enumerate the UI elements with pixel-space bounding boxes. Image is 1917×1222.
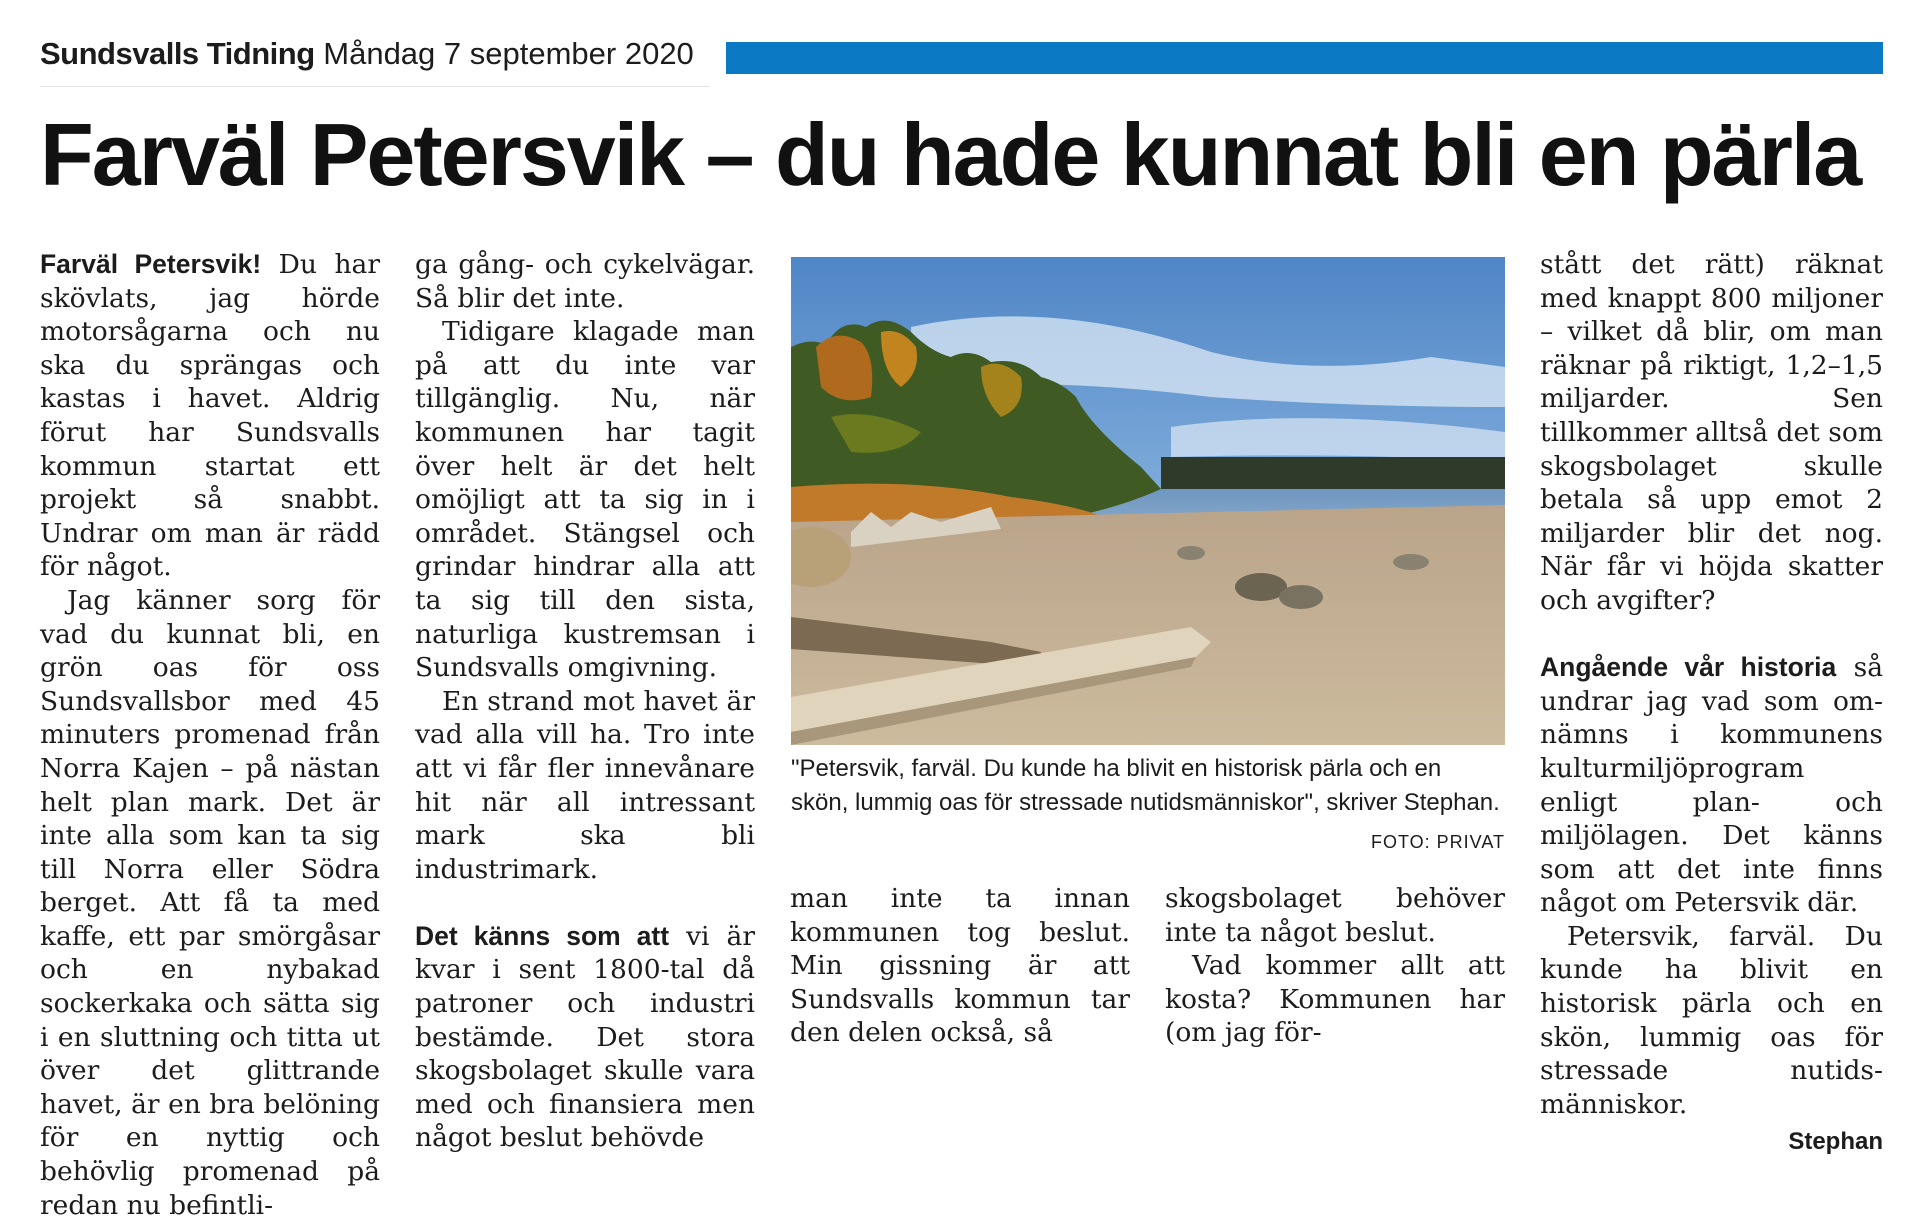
text-column-2 bbox=[415, 248, 755, 1155]
masthead bbox=[40, 36, 694, 72]
lead-in: Det känns som att bbox=[415, 920, 670, 951]
text-column-5 bbox=[1540, 248, 1883, 1159]
lead-in: Farväl Petersvik! bbox=[40, 249, 262, 279]
paragraph: man inte ta innan kommunen tog beslut. Min gissning är att Sundsvalls kommun tar den delen också, så bbox=[790, 883, 1130, 1049]
text-column-3 bbox=[790, 882, 1130, 1050]
paragraph-text: vi är kvar i sent 1800-tal då patroner och industri bestämde. Det stora skogsbolaget skulle vara med och finansiera men något beslut behövde bbox=[415, 920, 755, 1154]
article-photo bbox=[791, 257, 1505, 745]
paragraph: ga gång- och cykelvägar. Så blir det inte. bbox=[415, 249, 755, 314]
article-headline: Farväl Petersvik – du hade kunnat bli en pärla bbox=[40, 105, 1861, 204]
paragraph: Petersvik, farväl. Du kunde ha blivit en historisk pärla och en skön, lummig oas för stressade nutidsmänniskor. bbox=[1540, 920, 1883, 1120]
text-column-1 bbox=[40, 248, 380, 1222]
paragraph bbox=[40, 248, 380, 584]
paragraph-gap bbox=[415, 886, 755, 920]
text-column-4 bbox=[1165, 882, 1505, 1050]
photo-credit: FOTO: PRIVAT bbox=[1370, 832, 1505, 852]
paragraph: Vad kommer allt att kosta? Kommunen har (om jag för- bbox=[1165, 950, 1505, 1049]
photo-caption: "Petersvik, farväl. Du kunde ha blivit en historisk pärla och en skön, lummig oas för stressade nutidsmänniskor", skriver Stephan. bbox=[791, 755, 1500, 816]
section-color-bar bbox=[726, 42, 1883, 74]
paragraph: En strand mot havet är vad alla vill ha. Tro inte att vi får fler innevånare hit när all intressant mark ska bli industrimark. bbox=[415, 685, 755, 885]
paragraph-text: Du har skövlats, jag hörde motorsågarna och nu ska du sprängas och kastas i havet. Aldrig förut har Sundsvalls kommun startat ett projekt så snabbt. Undrar om man är rädd för något. bbox=[40, 249, 380, 583]
publication-date: Måndag 7 september 2020 bbox=[323, 36, 694, 71]
beach-photo-illustration bbox=[791, 257, 1505, 745]
paragraph: skogsbolaget behöver inte ta något beslut. bbox=[1165, 883, 1505, 948]
lead-in: Angående vår historia bbox=[1540, 652, 1837, 683]
newspaper-name: Sundsvalls Tidning bbox=[40, 36, 315, 71]
paragraph bbox=[1540, 651, 1883, 920]
paragraph: stått det rätt) räknat med knappt 800 miljoner – vilket då blir, om man räknar på riktigt, 1,2–1,5 miljarder. Sen tillkommer alltså det som skogsbolaget skulle betala så upp emot 2 miljarder blir det nog. När får vi höjda skatter och avgifter? bbox=[1540, 249, 1883, 616]
paragraph-text: så undrar jag vad som omnämns i kommunens kulturmiljöprogram enligt plan- och miljölagen. Det känns som att det inte finns något om Petersvik där. bbox=[1540, 652, 1884, 919]
paragraph bbox=[415, 920, 755, 1155]
masthead-divider bbox=[40, 86, 710, 87]
author-signature: Stephan bbox=[1788, 1128, 1883, 1156]
paragraph-gap bbox=[1540, 618, 1883, 652]
paragraph: Tidigare klagade man på att du inte var tillgänglig. Nu, när kommunen har tagit över helt är det helt omöjligt att ta sig in i området. Stängsel och grindar hindrar alla att ta sig till den sista, naturliga kustremsan i Sundsvalls omgivning. bbox=[415, 316, 755, 684]
paragraph: Jag känner sorg för vad du kunnat bli, en grön oas för oss Sundsvallsbor med 45 minuters promenad från Norra Kajen – på nästan helt plan mark. Det är inte alla som kan ta sig till Norra eller Södra berget. Att få ta med kaffe, ett par smörgåsar och en nybakad sockerkaka och sätta sig i en sluttning och titta ut över det glittrande havet, är en bra belöning för en nyttig och behövlig promenad på redan nu befintli- bbox=[40, 584, 380, 1221]
